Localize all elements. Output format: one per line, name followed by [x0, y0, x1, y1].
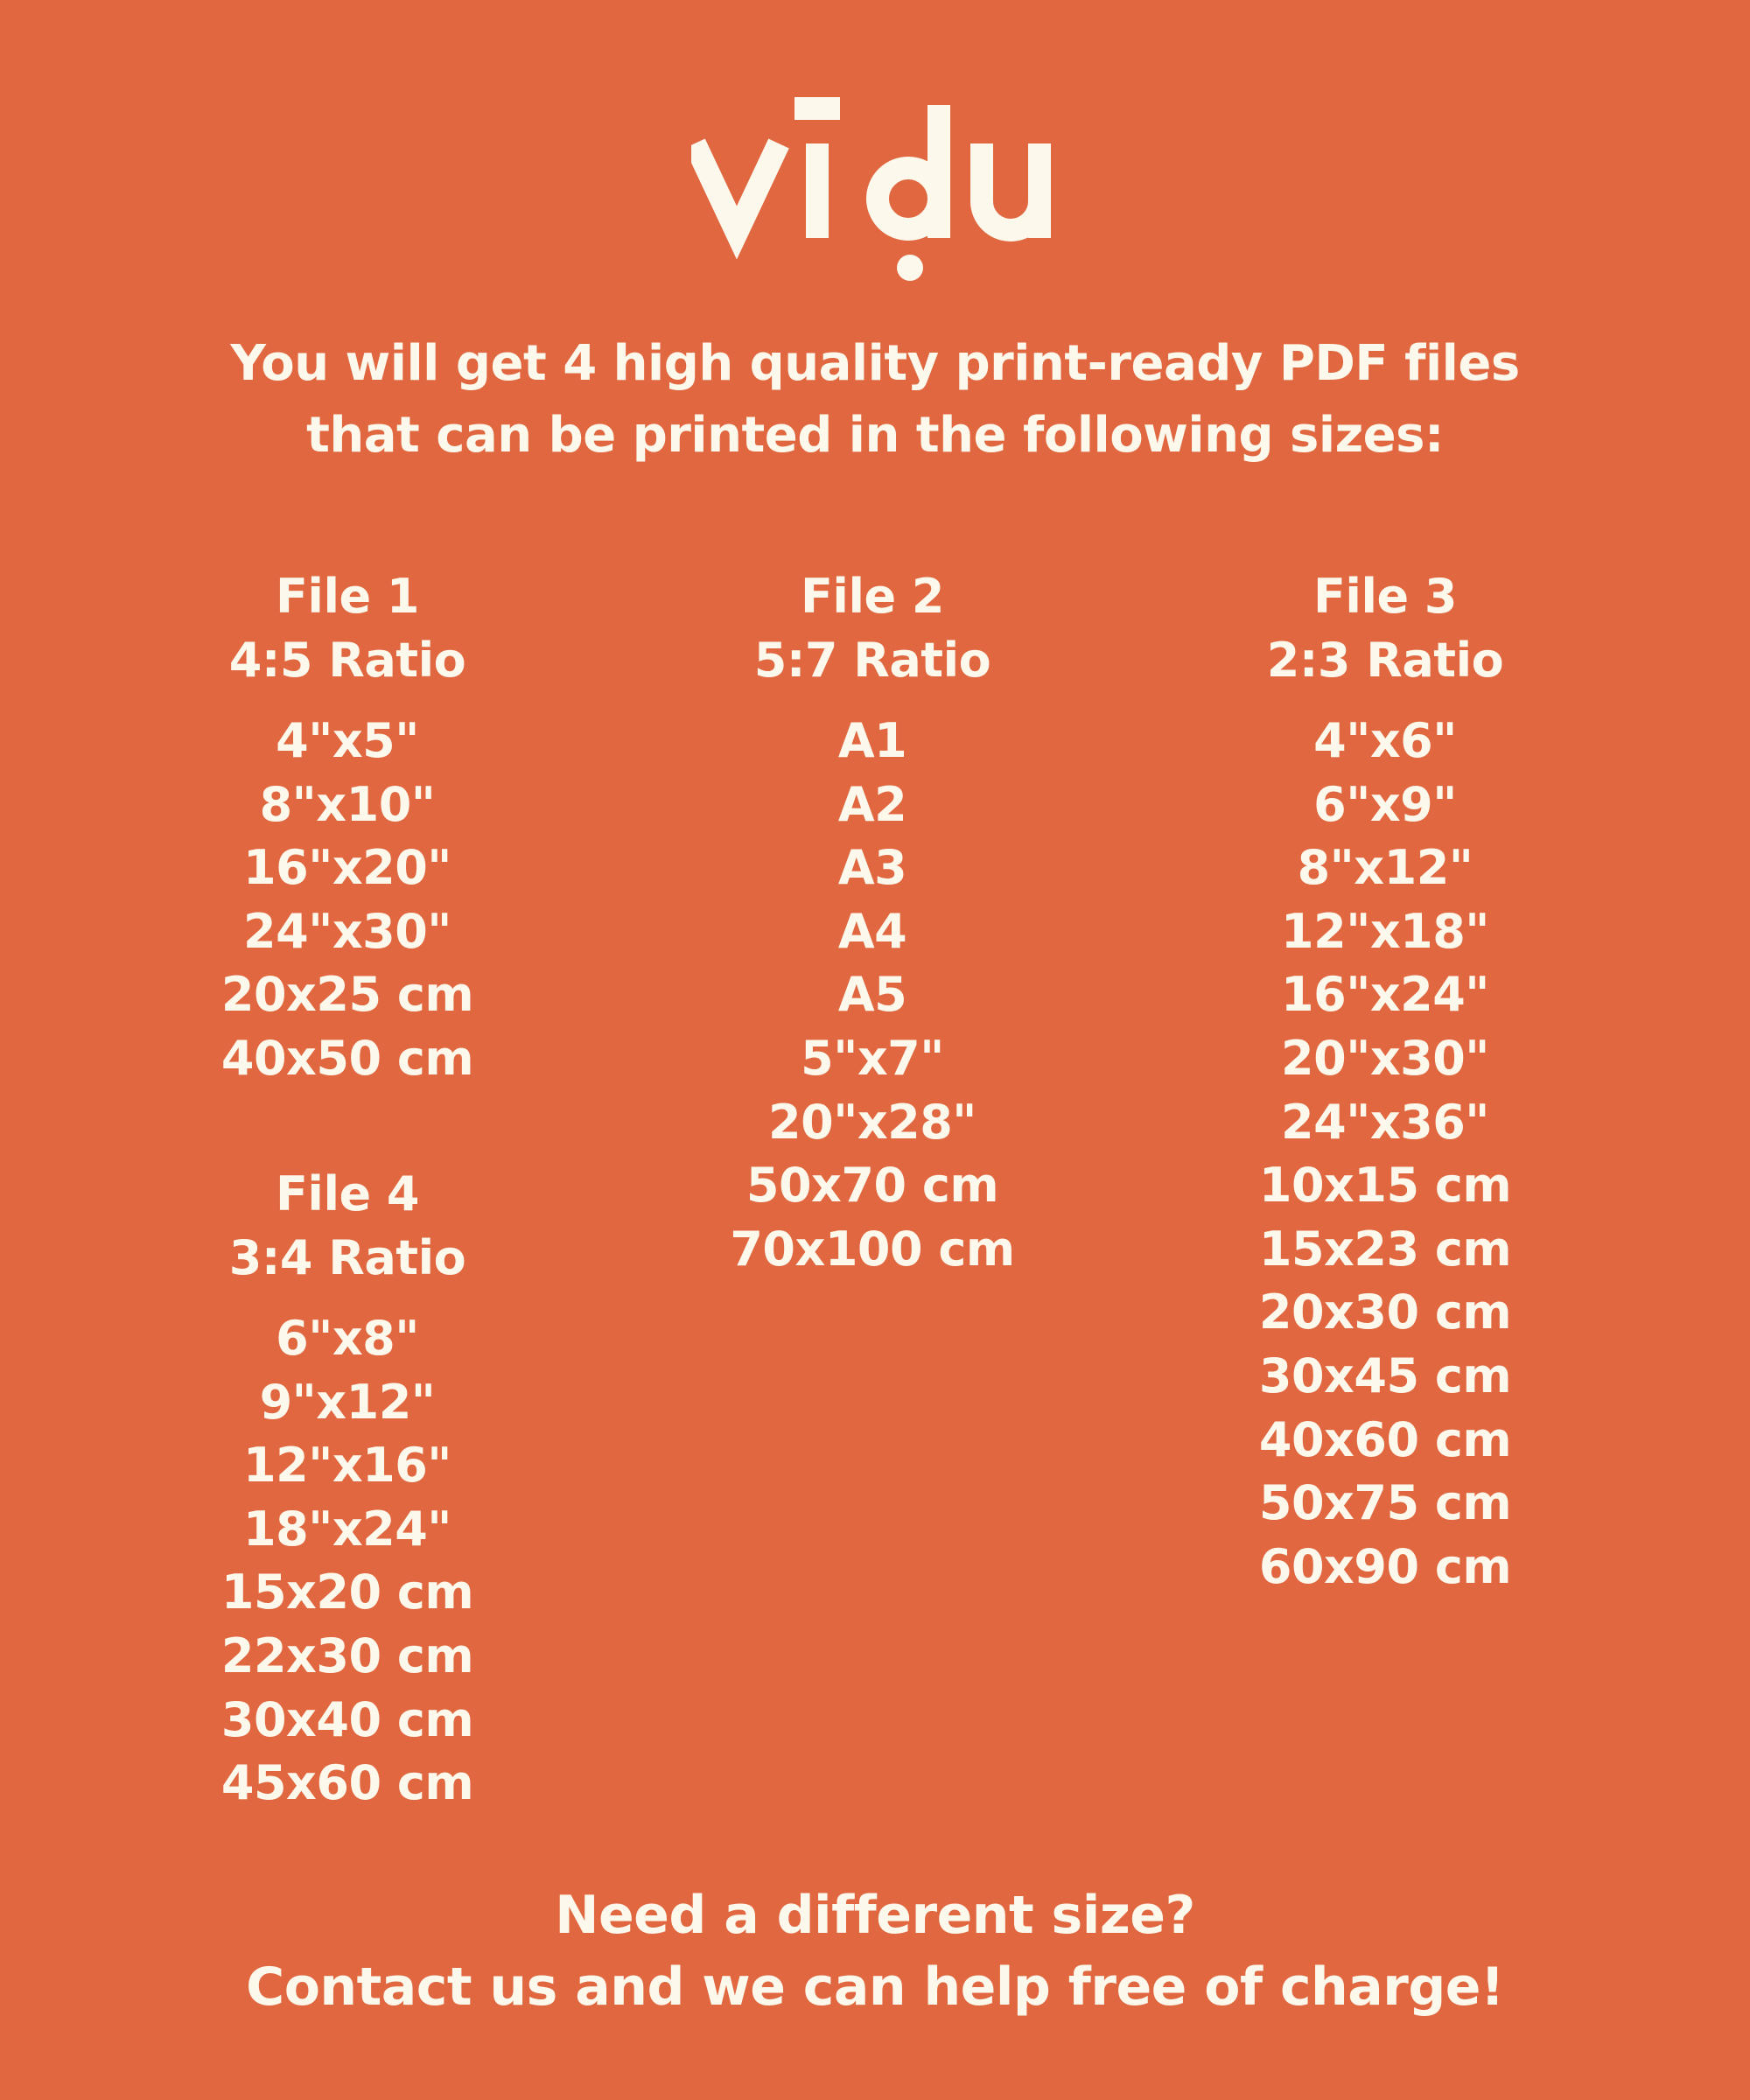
file-1-size-list	[120, 710, 575, 1091]
file-1-size: 8"x10"	[259, 776, 436, 832]
file-3-size: 12"x18"	[1281, 903, 1489, 959]
file-3-size: 20"x30"	[1281, 1030, 1489, 1086]
file-2-size: A5	[837, 967, 907, 1023]
file-4-ratio: 3:4 Ratio	[228, 1230, 466, 1285]
file-3-size: 60x90 cm	[1258, 1538, 1512, 1594]
file-3-size: 4"x6"	[1313, 713, 1457, 768]
file-1-size: 24"x30"	[243, 903, 452, 959]
file-3-title: File 3	[1313, 569, 1457, 624]
file-2-size: A4	[837, 903, 907, 959]
file-2-size: 70x100 cm	[730, 1221, 1015, 1277]
file-3-size: 50x75 cm	[1258, 1475, 1512, 1531]
file-3-size: 16"x24"	[1281, 967, 1489, 1023]
file-1-size: 40x50 cm	[220, 1030, 474, 1086]
file-2-title: File 2	[801, 569, 944, 624]
brand-logo-mark	[691, 77, 1059, 287]
file-1-size: 4"x5"	[276, 713, 419, 768]
intro-text	[0, 328, 1750, 472]
file-2-size: 5"x7"	[801, 1030, 944, 1086]
file-1-column	[120, 564, 575, 1091]
file-3-size-list	[1158, 710, 1613, 1599]
file-2-size: A1	[837, 713, 907, 768]
file-2-column	[645, 564, 1100, 1281]
intro-line-2: that can be printed in the following sizes:	[306, 407, 1444, 464]
file-4-title: File 4	[276, 1166, 419, 1222]
file-1-title: File 1	[276, 569, 419, 624]
file-4-size: 45x60 cm	[220, 1755, 474, 1811]
file-1-ratio: 4:5 Ratio	[228, 633, 466, 688]
file-4-size: 12"x16"	[243, 1438, 452, 1494]
file-2-size: 50x70 cm	[746, 1158, 999, 1214]
outro-line-1: Need a different size?	[555, 1885, 1195, 1946]
file-2-size: A3	[837, 840, 907, 896]
file-2-size-list	[645, 710, 1100, 1281]
outro-line-2: Contact us and we can help free of charge!	[246, 1956, 1504, 2018]
file-4-size: 15x20 cm	[220, 1564, 474, 1620]
file-4-size: 22x30 cm	[220, 1628, 474, 1684]
file-3-size: 30x45 cm	[1258, 1348, 1512, 1404]
intro-line-1: You will get 4 high quality print-ready PDF files	[230, 335, 1520, 392]
brand-logo	[0, 77, 1750, 287]
file-3-size: 40x60 cm	[1258, 1411, 1512, 1467]
file-3-column	[1158, 564, 1613, 1599]
file-4-column	[120, 1162, 575, 1816]
file-3-size: 8"x12"	[1297, 840, 1474, 896]
file-1-size: 16"x20"	[243, 840, 452, 896]
file-2-ratio: 5:7 Ratio	[753, 633, 991, 688]
outro-text	[0, 1880, 1750, 2023]
file-3-size: 20x30 cm	[1258, 1284, 1512, 1340]
file-3-size: 24"x36"	[1281, 1094, 1489, 1150]
file-4-size: 6"x8"	[276, 1311, 419, 1366]
file-3-ratio: 2:3 Ratio	[1266, 633, 1504, 688]
file-4-size-list	[120, 1307, 575, 1816]
file-4-size: 30x40 cm	[220, 1691, 474, 1747]
file-3-size: 6"x9"	[1313, 776, 1457, 832]
file-4-size: 9"x12"	[259, 1374, 436, 1430]
file-2-size: A2	[837, 776, 907, 832]
file-3-size: 15x23 cm	[1258, 1221, 1512, 1277]
file-4-size: 18"x24"	[243, 1501, 452, 1557]
file-3-size: 10x15 cm	[1258, 1158, 1512, 1214]
file-2-size: 20"x28"	[768, 1094, 976, 1150]
file-1-size: 20x25 cm	[220, 967, 474, 1023]
